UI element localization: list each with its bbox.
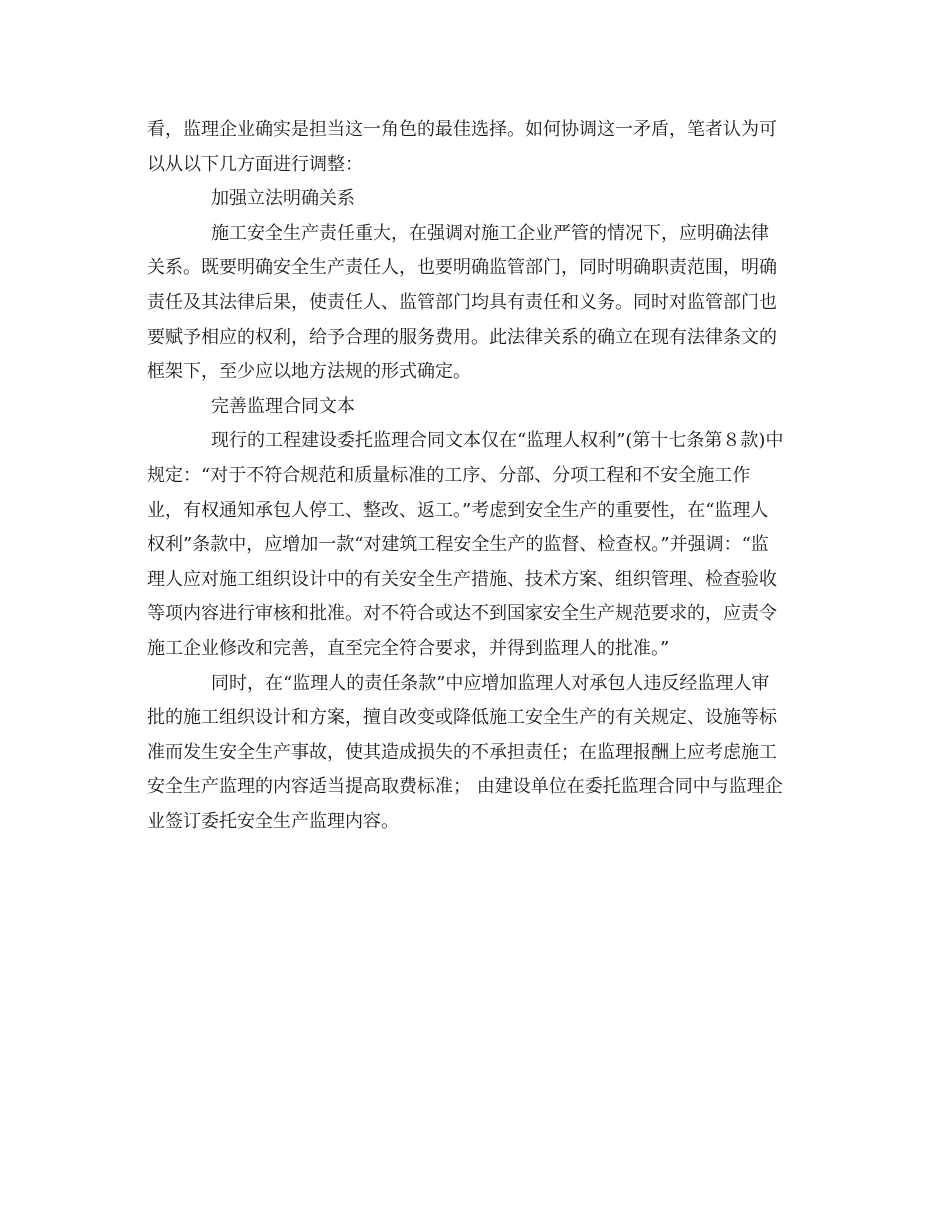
text-line: 权利”条款中，应增加一款“对建筑工程安全生产的监督、检查权。”并强调：“监 [147, 534, 769, 556]
text-line: 安全生产监理的内容适当提高取费标准； 由建设单位在委托监理合同中与监理企 [147, 776, 783, 798]
text-line: 批的施工组织设计和方案，擅自改变或降低施工安全生产的有关规定、设施等标 [147, 707, 777, 729]
text-line: 施工企业修改和完善，直至完全符合要求，并得到监理人的批准。” [147, 637, 670, 659]
text-line: 看，监理企业确实是担当这一角色的最佳选择。如何协调这一矛盾，笔者认为可 [147, 119, 777, 140]
text-line: 理人应对施工组织设计中的有关安全生产措施、技术方案、组织管理、检查验收 [147, 568, 777, 590]
text-line: 等项内容进行审核和批准。对不符合或达不到国家安全生产规范要求的，应责令 [147, 603, 777, 625]
text-line: 业，有权通知承包人停工、整改、返工。”考虑到安全生产的重要性，在“监理人 [147, 499, 769, 521]
text-line: 加强立法明确关系 [211, 188, 355, 210]
text-line: 业签订委托安全生产监理内容。 [147, 810, 399, 832]
text-line: 施工安全生产责任重大，在强调对施工企业严管的情况下，应明确法律 [211, 222, 769, 244]
text-line: 完善监理合同文本 [211, 395, 355, 417]
text-line: 以从以下几方面进行调整： [147, 153, 363, 175]
text-line: 要赋予相应的权利，给予合理的服务费用。此法律关系的确立在现有法律条文的 [147, 326, 777, 348]
text-line: 准而发生安全生产事故，使其造成损失的不承担责任；在监理报酬上应考虑施工 [147, 741, 777, 763]
text-line: 关系。既要明确安全生产责任人，也要明确监管部门，同时明确职责范围，明确 [147, 257, 777, 279]
text-line: 现行的工程建设委托监理合同文本仅在“监理人权利”(第十七条第８款)中 [211, 430, 784, 452]
text-line: 框架下，至少应以地方法规的形式确定。 [147, 361, 471, 383]
document-body [147, 113, 807, 839]
text-line: 责任及其法律后果，使责任人、监管部门均具有责任和义务。同时对监管部门也 [147, 291, 777, 313]
text-line: 规定：“对于不符合规范和质量标准的工序、分部、分项工程和不安全施工作 [147, 464, 751, 486]
text-line: 同时，在“监理人的责任条款”中应增加监理人对承包人违反经监理人审 [211, 672, 770, 694]
